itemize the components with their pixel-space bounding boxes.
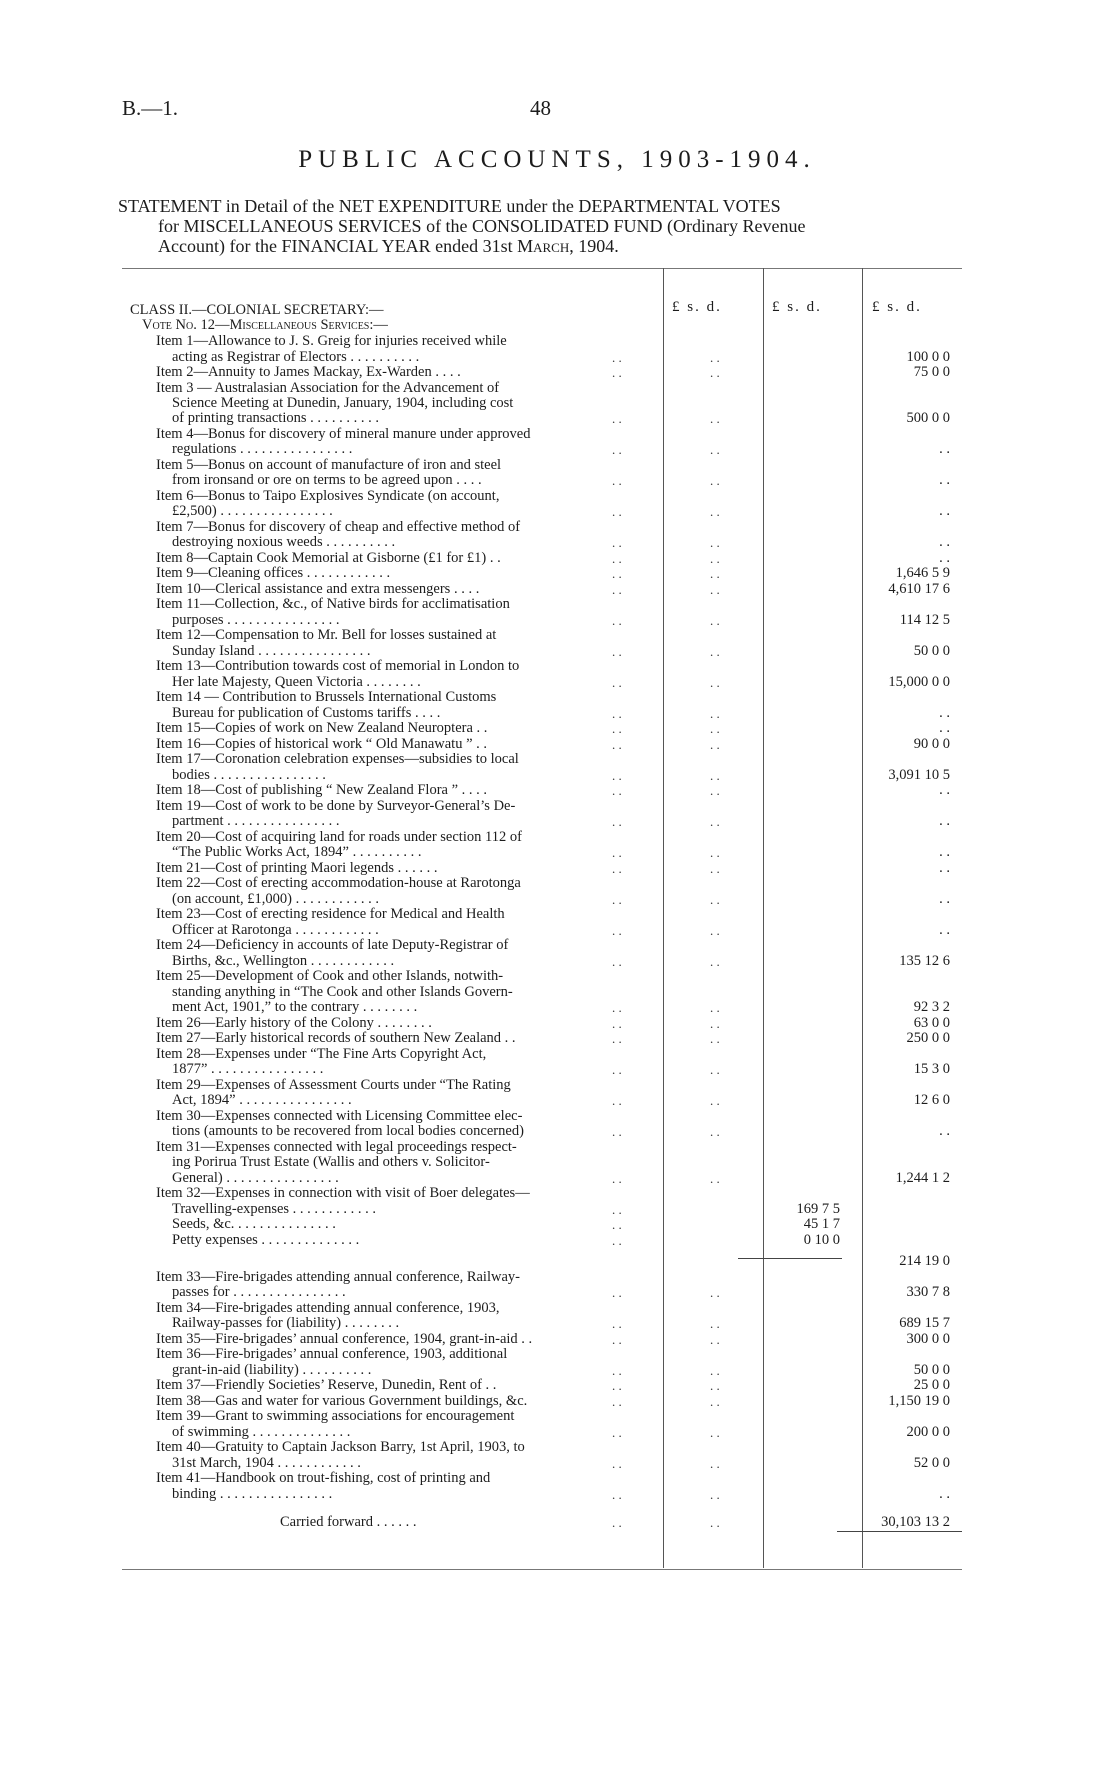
row-description: Item 11—Collection, &c., of Native birds for acclimatisation — [156, 597, 510, 612]
total-amount: 1,646 5 9 — [895, 565, 950, 581]
dots-col-1: . . — [612, 1171, 622, 1186]
statement-line-1: STATEMENT in Detail of the NET EXPENDITURE under the DEPARTMENTAL VOTES — [118, 196, 781, 216]
row-description: standing anything in “The Cook and other Islands Govern- — [172, 985, 513, 1000]
dots-col-2: . . — [710, 706, 720, 721]
total-amount: 214 19 0 — [899, 1253, 950, 1269]
dots-col-2: . . — [710, 768, 720, 783]
dots-col-1: . . — [612, 1332, 622, 1347]
dots-col-2: . . — [710, 737, 720, 752]
row-description: “The Public Works Act, 1894” . . . . . . . . . . — [172, 845, 422, 860]
dots-col-2: . . — [710, 1332, 720, 1347]
dots-col-2: . . — [710, 814, 720, 829]
total-amount: 1,150 19 0 — [888, 1393, 950, 1409]
row-description: Item 18—Cost of publishing “ New Zealand Flora ” . . . . — [156, 783, 488, 798]
total-amount: 63 0 0 — [913, 1015, 950, 1031]
row-description: of printing transactions . . . . . . . . . . — [172, 411, 380, 426]
total-amount: . . — [939, 503, 950, 519]
row-description: bodies . . . . . . . . . . . . . . . . — [172, 768, 326, 783]
dots-col-1: . . — [612, 783, 622, 798]
subtotal-amount: 45 1 7 — [803, 1216, 840, 1232]
row-description: Item 5—Bonus on account of manufacture of iron and steel — [156, 458, 502, 473]
row-description: Item 16—Copies of historical work “ Old Manawatu ” . . — [156, 737, 488, 752]
row-description: grant-in-aid (liability) . . . . . . . . . . — [172, 1363, 372, 1378]
row-description: Item 32—Expenses in connection with visit of Boer delegates— — [156, 1186, 530, 1201]
total-amount: 330 7 8 — [906, 1284, 950, 1300]
row-description: Item 20—Cost of acquiring land for roads under section 112 of — [156, 830, 522, 845]
row-description: Act, 1894” . . . . . . . . . . . . . . . . — [172, 1093, 352, 1108]
total-amount: 689 15 7 — [899, 1315, 950, 1331]
subtotal-rule — [738, 1258, 842, 1259]
row-description: Item 9—Cleaning offices . . . . . . . . . . . . — [156, 566, 391, 581]
row-description: £2,500) . . . . . . . . . . . . . . . . — [172, 504, 333, 519]
dots-col-2: . . — [710, 675, 720, 690]
dots-col-1: . . — [612, 1285, 622, 1300]
total-amount: . . — [939, 705, 950, 721]
dots-col-2: . . — [710, 535, 720, 550]
dots-col-1: . . — [612, 814, 622, 829]
dots-col-1: . . — [612, 1394, 622, 1409]
dots-col-1: . . — [612, 350, 622, 365]
dots-col-2: . . — [710, 473, 720, 488]
page-number: 48 — [530, 96, 551, 120]
dots-col-1: . . — [612, 1456, 622, 1471]
total-amount: 15 3 0 — [913, 1061, 950, 1077]
total-amount: 90 0 0 — [913, 736, 950, 752]
dots-col-1: . . — [612, 1363, 622, 1378]
row-description: Seeds, &c. . . . . . . . . . . . . . . — [172, 1217, 336, 1232]
dots-col-2: . . — [710, 411, 720, 426]
total-amount: . . — [939, 1486, 950, 1502]
dots-col-1: . . — [612, 1378, 622, 1393]
row-description: regulations . . . . . . . . . . . . . . . . — [172, 442, 353, 457]
dots-col-1: . . — [612, 768, 622, 783]
row-description: purposes . . . . . . . . . . . . . . . . — [172, 613, 340, 628]
total-amount: 52 0 0 — [913, 1455, 950, 1471]
row-description: Item 13—Contribution towards cost of memorial in London to — [156, 659, 520, 674]
dots-col-1: . . — [612, 1062, 622, 1077]
column-rule-1 — [663, 268, 664, 1568]
total-amount: . . — [939, 441, 950, 457]
row-description: Item 8—Captain Cook Memorial at Gisborne (£1 for £1) . . — [156, 551, 501, 566]
total-amount: . . — [939, 844, 950, 860]
dots-col-2: . . — [710, 1363, 720, 1378]
dots-col-1: . . — [612, 551, 622, 566]
dots-col-1: . . — [612, 582, 622, 597]
total-amount: 100 0 0 — [906, 349, 950, 365]
dots-col-2: . . — [710, 1456, 720, 1471]
row-description: Item 22—Cost of erecting accommodation-house at Rarotonga — [156, 876, 521, 891]
total-amount: . . — [939, 472, 950, 488]
dots-col-1: . . — [612, 1217, 622, 1232]
dots-col-2: . . — [710, 954, 720, 969]
row-description: Officer at Rarotonga . . . . . . . . . . . . — [172, 923, 379, 938]
dots-col-2: . . — [710, 923, 720, 938]
dots-col-1: . . — [612, 954, 622, 969]
row-description: Item 39—Grant to swimming associations for encouragement — [156, 1409, 515, 1424]
dots-col-2: . . — [710, 783, 720, 798]
row-description: Item 19—Cost of work to be done by Surveyor-General’s De- — [156, 799, 516, 814]
dots-col-2: . . — [710, 582, 720, 597]
dots-col-2: . . — [710, 1515, 720, 1530]
dots-col-2: . . — [710, 644, 720, 659]
dots-col-2: . . — [710, 1171, 720, 1186]
total-amount: 250 0 0 — [906, 1030, 950, 1046]
dots-col-2: . . — [710, 350, 720, 365]
row-description: Item 24—Deficiency in accounts of late Deputy-Registrar of — [156, 938, 509, 953]
row-description: ment Act, 1901,” to the contrary . . . . . . . . — [172, 1000, 418, 1015]
subtotal-amount: 0 10 0 — [803, 1232, 840, 1248]
dots-col-1: . . — [612, 566, 622, 581]
statement-month: March — [517, 236, 570, 256]
dots-col-2: . . — [710, 1031, 720, 1046]
total-amount: 30,103 13 2 — [881, 1514, 950, 1530]
total-amount: 3,091 10 5 — [888, 767, 950, 783]
dots-col-2: . . — [710, 1316, 720, 1331]
row-description: Item 35—Fire-brigades’ annual conference, 1904, grant-in-aid . . — [156, 1332, 533, 1347]
total-rule — [837, 1531, 962, 1532]
row-description: Bureau for publication of Customs tariffs . . . . — [172, 706, 441, 721]
row-description: General) . . . . . . . . . . . . . . . . — [172, 1171, 339, 1186]
row-description: 1877” . . . . . . . . . . . . . . . . — [172, 1062, 324, 1077]
dots-col-2: . . — [710, 861, 720, 876]
total-amount: 4,610 17 6 — [888, 581, 950, 597]
row-description: 31st March, 1904 . . . . . . . . . . . . — [172, 1456, 361, 1471]
row-description: CLASS II.—COLONIAL SECRETARY:— — [130, 303, 384, 318]
dots-col-2: . . — [710, 1000, 720, 1015]
statement-line-2: for MISCELLANEOUS SERVICES of the CONSOLIDATED FUND (Ordinary Revenue — [158, 216, 806, 236]
subtotal-amount: 169 7 5 — [796, 1201, 840, 1217]
row-description: passes for . . . . . . . . . . . . . . . . — [172, 1285, 346, 1300]
dots-col-1: . . — [612, 1016, 622, 1031]
total-amount: . . — [939, 891, 950, 907]
row-description: of swimming . . . . . . . . . . . . . . — [172, 1425, 351, 1440]
total-amount: 50 0 0 — [913, 1362, 950, 1378]
dots-col-2: . . — [710, 504, 720, 519]
row-description: Item 40—Gratuity to Captain Jackson Barry, 1st April, 1903, to — [156, 1440, 525, 1455]
dots-col-1: . . — [612, 504, 622, 519]
dots-col-2: . . — [710, 892, 720, 907]
row-description: Vote No. 12—Miscellaneous Services:— — [142, 318, 388, 333]
row-description: Item 33—Fire-brigades attending annual conference, Railway- — [156, 1270, 520, 1285]
dots-col-1: . . — [612, 675, 622, 690]
statement-heading — [118, 196, 968, 256]
column-rule-2 — [763, 268, 764, 1568]
row-description: Item 17—Coronation celebration expenses—subsidies to local — [156, 752, 519, 767]
row-description: Births, &c., Wellington . . . . . . . . . . . . — [172, 954, 395, 969]
total-amount: 75 0 0 — [913, 364, 950, 380]
dots-col-1: . . — [612, 845, 622, 860]
dots-col-1: . . — [612, 1000, 622, 1015]
dots-col-1: . . — [612, 1515, 622, 1530]
row-description: Item 27—Early historical records of southern New Zealand . . — [156, 1031, 516, 1046]
dots-col-1: . . — [612, 1124, 622, 1139]
dots-col-1: . . — [612, 442, 622, 457]
total-amount: 1,244 1 2 — [895, 1170, 950, 1186]
column-header-2: £ s. d. — [772, 299, 822, 315]
dots-col-2: . . — [710, 551, 720, 566]
dots-col-2: . . — [710, 1062, 720, 1077]
row-description: Item 15—Copies of work on New Zealand Neuroptera . . — [156, 721, 488, 736]
total-amount: 25 0 0 — [913, 1377, 950, 1393]
total-amount: . . — [939, 813, 950, 829]
dots-col-2: . . — [710, 1016, 720, 1031]
total-amount: . . — [939, 782, 950, 798]
row-description: binding . . . . . . . . . . . . . . . . — [172, 1487, 333, 1502]
dots-col-1: . . — [612, 1487, 622, 1502]
dots-col-2: . . — [710, 1425, 720, 1440]
dots-col-1: . . — [612, 1316, 622, 1331]
total-amount: . . — [939, 534, 950, 550]
row-description: Item 37—Friendly Societies’ Reserve, Dunedin, Rent of . . — [156, 1378, 497, 1393]
dots-col-1: . . — [612, 535, 622, 550]
row-description: Petty expenses . . . . . . . . . . . . . . — [172, 1233, 360, 1248]
row-description: Item 41—Handbook on trout-fishing, cost of printing and — [156, 1471, 491, 1486]
total-amount: 135 12 6 — [899, 953, 950, 969]
statement-line-3a: Account) for the FINANCIAL YEAR ended 31st — [158, 236, 518, 256]
dots-col-2: . . — [710, 721, 720, 736]
dots-col-1: . . — [612, 706, 622, 721]
dots-col-1: . . — [612, 1233, 622, 1248]
statement-line-3 — [158, 236, 968, 256]
row-description: Item 3 — Australasian Association for the Advancement of — [156, 381, 500, 396]
total-amount: 92 3 2 — [913, 999, 950, 1015]
dots-col-2: . . — [710, 1093, 720, 1108]
dots-col-1: . . — [612, 861, 622, 876]
row-description: Item 2—Annuity to James Mackay, Ex-Warden . . . . — [156, 365, 461, 380]
total-amount: 200 0 0 — [906, 1424, 950, 1440]
total-amount: . . — [939, 550, 950, 566]
row-description: Item 10—Clerical assistance and extra messengers . . . . — [156, 582, 480, 597]
row-description: Item 36—Fire-brigades’ annual conference, 1903, additional — [156, 1347, 508, 1362]
dots-col-1: . . — [612, 411, 622, 426]
row-description: Item 7—Bonus for discovery of cheap and effective method of — [156, 520, 521, 535]
total-amount: 500 0 0 — [906, 410, 950, 426]
row-description: Carried forward . . . . . . — [280, 1515, 417, 1530]
row-description: Sunday Island . . . . . . . . . . . . . . . . — [172, 644, 371, 659]
row-description: tions (amounts to be recovered from local bodies concerned) — [172, 1124, 524, 1139]
dots-col-1: . . — [612, 1093, 622, 1108]
row-description: Item 6—Bonus to Taipo Explosives Syndicate (on account, — [156, 489, 500, 504]
row-description: Railway-passes for (liability) . . . . . . . . — [172, 1316, 400, 1331]
row-description: Travelling-expenses . . . . . . . . . . . . — [172, 1202, 377, 1217]
row-description: Item 38—Gas and water for various Government buildings, &c. — [156, 1394, 528, 1409]
dots-col-1: . . — [612, 1202, 622, 1217]
row-description: Item 34—Fire-brigades attending annual conference, 1903, — [156, 1301, 500, 1316]
column-header-1: £ s. d. — [672, 299, 722, 315]
row-description: Item 28—Expenses under “The Fine Arts Copyright Act, — [156, 1047, 487, 1062]
row-description: Item 21—Cost of printing Maori legends . . . . . . — [156, 861, 438, 876]
total-amount: . . — [939, 1123, 950, 1139]
dots-col-2: . . — [710, 442, 720, 457]
row-description: Item 1—Allowance to J. S. Greig for injuries received while — [156, 334, 507, 349]
dots-col-1: . . — [612, 613, 622, 628]
dots-col-1: . . — [612, 1031, 622, 1046]
total-amount: . . — [939, 720, 950, 736]
row-description: Item 12—Compensation to Mr. Bell for losses sustained at — [156, 628, 497, 643]
dots-col-1: . . — [612, 473, 622, 488]
row-description: Science Meeting at Dunedin, January, 1904, including cost — [172, 396, 514, 411]
row-description: Item 4—Bonus for discovery of mineral manure under approved — [156, 427, 531, 442]
dots-col-1: . . — [612, 737, 622, 752]
dots-col-2: . . — [710, 1394, 720, 1409]
column-header-3: £ s. d. — [872, 299, 922, 315]
dots-col-1: . . — [612, 892, 622, 907]
dots-col-2: . . — [710, 845, 720, 860]
dots-col-2: . . — [710, 1487, 720, 1502]
statement-line-3c: , 1904. — [569, 236, 619, 256]
dots-col-1: . . — [612, 923, 622, 938]
total-amount: . . — [939, 922, 950, 938]
dots-col-1: . . — [612, 1425, 622, 1440]
dots-col-2: . . — [710, 1378, 720, 1393]
page-title: PUBLIC ACCOUNTS, 1903-1904. — [298, 146, 816, 173]
row-description: Item 30—Expenses connected with Licensing Committee elec- — [156, 1109, 523, 1124]
row-description: Item 29—Expenses of Assessment Courts under “The Rating — [156, 1078, 511, 1093]
dots-col-2: . . — [710, 1285, 720, 1300]
row-description: destroying noxious weeds . . . . . . . . . . — [172, 535, 396, 550]
total-amount: 114 12 5 — [899, 612, 950, 628]
dots-col-1: . . — [612, 644, 622, 659]
row-description: Item 14 — Contribution to Brussels International Customs — [156, 690, 497, 705]
total-amount: 300 0 0 — [906, 1331, 950, 1347]
total-amount: 12 6 0 — [913, 1092, 950, 1108]
dots-col-2: . . — [710, 613, 720, 628]
row-description: Item 31—Expenses connected with legal proceedings respect- — [156, 1140, 517, 1155]
document-reference: B.—1. — [122, 96, 179, 120]
total-amount: . . — [939, 860, 950, 876]
row-description: from ironsand or ore on terms to be agreed upon . . . . — [172, 473, 482, 488]
row-description: ing Porirua Trust Estate (Wallis and others v. Solicitor- — [172, 1155, 490, 1170]
row-description: Her late Majesty, Queen Victoria . . . . . . . . — [172, 675, 421, 690]
row-description: acting as Registrar of Electors . . . . . . . . . . — [172, 350, 420, 365]
total-amount: 50 0 0 — [913, 643, 950, 659]
row-description: partment . . . . . . . . . . . . . . . . — [172, 814, 340, 829]
dots-col-2: . . — [710, 566, 720, 581]
dots-col-1: . . — [612, 365, 622, 380]
row-description: Item 25—Development of Cook and other Islands, notwith- — [156, 969, 504, 984]
row-description: Item 26—Early history of the Colony . . . . . . . . — [156, 1016, 432, 1031]
total-amount: 15,000 0 0 — [888, 674, 950, 690]
dots-col-1: . . — [612, 721, 622, 736]
row-description: Item 23—Cost of erecting residence for Medical and Health — [156, 907, 505, 922]
row-description: (on account, £1,000) . . . . . . . . . . . . — [172, 892, 379, 907]
dots-col-2: . . — [710, 1124, 720, 1139]
dots-col-2: . . — [710, 365, 720, 380]
